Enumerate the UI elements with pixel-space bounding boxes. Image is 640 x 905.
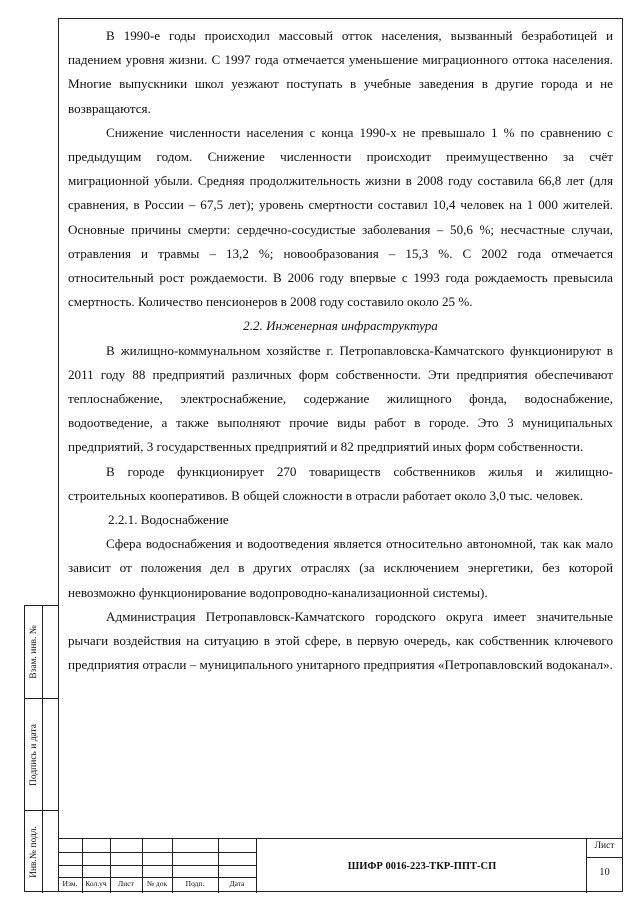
sheet-label: Лист: [594, 841, 615, 851]
col-data: Дата: [229, 879, 245, 888]
side-label-inv: Инв.№ подл.: [29, 826, 39, 878]
paragraph-partnerships: В городе функционирует 270 товариществ собственников жилья и жилищно-строительных кооперативов. В общей сложности в отрасли работает около 3,0 тыс. человек.: [68, 463, 613, 503]
col-izm: Изм.: [62, 879, 78, 888]
col-podp: Подп.: [185, 879, 205, 888]
col-list: Лист: [118, 879, 134, 888]
paragraph-housing: В жилищно-коммунальном хозяйстве г. Петропавловска-Камчатского функционируют в 2011 году 88 предприятий различных форм собственности. Эти предприятия обеспечивают теплоснабжение, электроснабжение, содержание жилищного фонда, водоснабжение, водоотведение, а также выполняют прочие виды работ в городе. Это 3 муниципальных предприятий, 3 государственных предприятий и 82 предприятий иных форм собственности.: [68, 342, 613, 455]
paragraph-migration: В 1990-е годы происходил массовый отток населения, вызванный безработицей и падением уровня жизни. С 1997 года отмечается уменьшение миграционного оттока населения. Многие выпускники школ уезжают поступать в учебные заведения в другие города и не возвращаются.: [68, 28, 613, 116]
subsection-heading: 2.2.1. Водоснабжение: [108, 512, 229, 528]
sheet-number: 10: [599, 867, 610, 878]
paragraph-population: Снижение численности населения с конца 1990-х не превышало 1 % по сравнению с предыдущим годом. Снижение численности происходит преимущественно за счёт миграционной убыли. Средняя продолжительность жизни в 2008 году составила 66,8 лет (для сравнения, в России – 67,5 лет); уровень смертности составил 10,4 человек на 1 000 жителей. Основные причины смерти: сердечно-сосудистые заболевания – 50,6 %; несчастные случаи, отравления и травмы – 13,2 %; новообразования – 15,3 %. С 2002 года отмечается относительный рост рождаемости. В 2006 году впервые с 1993 года рождаемость превысила смертность. Количество пенсионеров в 2008 году составило около 25 %.: [68, 124, 613, 310]
side-cell-inv: [25, 810, 58, 893]
col-koluch: Кол.уч: [85, 879, 107, 888]
title-block: [58, 838, 623, 892]
side-cell-podpis: [25, 698, 58, 810]
side-stamp-table: [24, 605, 58, 892]
paragraph-water-sphere: Сфера водоснабжения и водоотведения является относительно автономной, так как мало зависит от положения дел в других отраслях (за исключением энергетики, без которой невозможно функционирование водопроводно-канализационной системы).: [68, 536, 613, 600]
section-heading: 2.2. Инженерная инфраструктура: [243, 318, 438, 334]
paragraph-administration: Администрация Петропавловск-Камчатского городского округа имеет значительные рычаги воздействия на ситуацию в этой сфере, в первую очередь, как собственник ключевого предприятия отрасли – муниципального унитарного предприятия «Петропавловский водоканал».: [68, 608, 613, 673]
document-body: [68, 24, 613, 677]
side-cell-vzam: [25, 606, 58, 698]
document-code: ШИФР 0016-223-ТКР-ППТ-СП: [347, 860, 497, 872]
col-ndok: № док: [146, 879, 168, 888]
side-label-podpis: Подпись и дата: [29, 723, 39, 786]
side-label-vzam: Взам. инв. №: [29, 625, 39, 679]
